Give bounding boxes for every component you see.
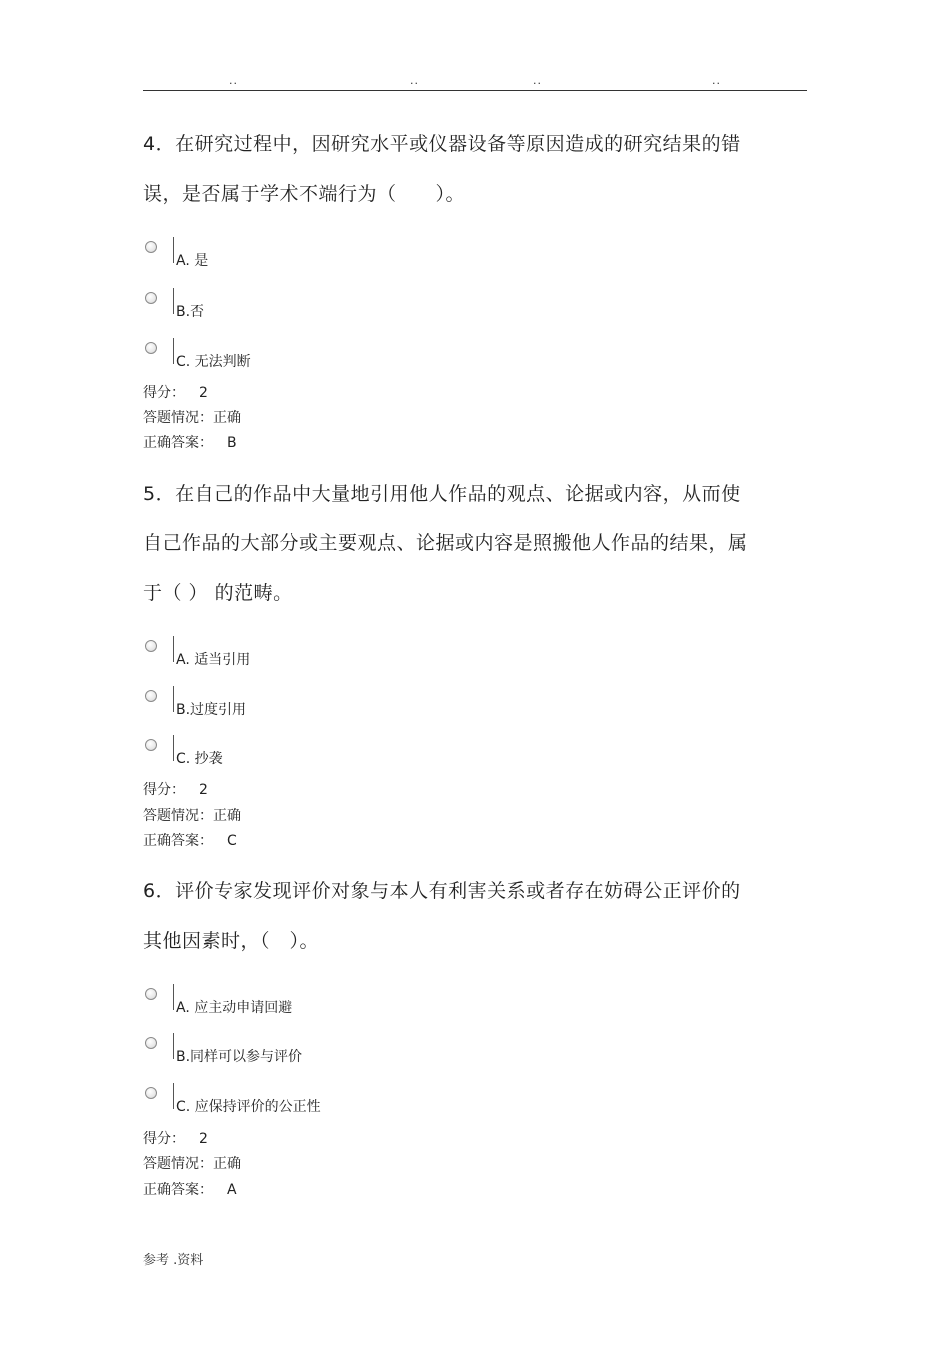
status-value: 正确 (213, 410, 241, 426)
option-label: C. 抄袭 (176, 751, 223, 767)
option-c[interactable] (145, 1087, 545, 1117)
radio-button[interactable] (145, 292, 157, 304)
answer-value: A (227, 1182, 237, 1198)
option-label: B.同样可以参与评价 (176, 1049, 303, 1065)
score-value: 2 (199, 385, 208, 401)
option-b[interactable] (145, 292, 545, 322)
status-row (143, 1153, 241, 1173)
answer-label: 正确答案： (143, 833, 213, 849)
score-label: 得分： (143, 385, 185, 401)
score-row (143, 1128, 208, 1148)
answer-label: 正确答案： (143, 435, 213, 451)
option-c[interactable] (145, 342, 545, 372)
question-text: 4．在研究过程中，因研究水平或仪器设备等原因造成的研究结果的错 (143, 133, 741, 155)
option-a[interactable] (145, 640, 545, 670)
question-text: 于（ ） 的范畴。 (143, 582, 293, 604)
option-label: A. 应主动申请回避 (176, 1000, 293, 1016)
option-label: A. 适当引用 (176, 652, 251, 668)
status-value: 正确 (213, 1156, 241, 1172)
answer-row (143, 432, 237, 452)
radio-button[interactable] (145, 690, 157, 702)
header-rule (143, 90, 807, 91)
header-dots: .. (410, 74, 419, 87)
option-label: B.否 (176, 304, 205, 320)
status-row (143, 805, 241, 825)
header-dots: .. (533, 74, 542, 87)
answer-value: B (227, 435, 237, 451)
option-label: C. 应保持评价的公正性 (176, 1099, 321, 1115)
radio-button[interactable] (145, 342, 157, 354)
question-text: 自己作品的大部分或主要观点、论据或内容是照搬他人作品的结果，属 (143, 532, 748, 554)
radio-button[interactable] (145, 640, 157, 652)
score-row (143, 779, 208, 799)
option-b[interactable] (145, 690, 545, 720)
footer-text: 参考 .资料 (143, 1253, 204, 1268)
option-label: C. 无法判断 (176, 354, 251, 370)
radio-button[interactable] (145, 241, 157, 253)
question-text: 其他因素时，（ ）。 (143, 930, 320, 952)
score-value: 2 (199, 782, 208, 798)
option-c[interactable] (145, 739, 545, 769)
answer-label: 正确答案： (143, 1182, 213, 1198)
option-b[interactable] (145, 1037, 545, 1067)
option-a[interactable] (145, 241, 545, 271)
score-label: 得分： (143, 1131, 185, 1147)
status-label: 答题情况： (143, 410, 213, 426)
option-a[interactable] (145, 988, 545, 1018)
option-label: A. 是 (176, 253, 209, 269)
header-dots: .. (229, 74, 238, 87)
radio-button[interactable] (145, 1037, 157, 1049)
score-row (143, 382, 208, 402)
status-label: 答题情况： (143, 1156, 213, 1172)
status-row (143, 407, 241, 427)
answer-value: C (227, 833, 237, 849)
radio-button[interactable] (145, 739, 157, 751)
status-label: 答题情况： (143, 808, 213, 824)
question-text: 5．在自己的作品中大量地引用他人作品的观点、论据或内容，从而使 (143, 483, 741, 505)
header-dots: .. (712, 74, 721, 87)
answer-row (143, 1179, 237, 1199)
radio-button[interactable] (145, 1087, 157, 1099)
score-label: 得分： (143, 782, 185, 798)
answer-row (143, 830, 237, 850)
question-text: 6．评价专家发现评价对象与本人有利害关系或者存在妨碍公正评价的 (143, 880, 741, 902)
radio-button[interactable] (145, 988, 157, 1000)
status-value: 正确 (213, 808, 241, 824)
option-label: B.过度引用 (176, 702, 247, 718)
question-text: 误，是否属于学术不端行为（ ）。 (143, 183, 466, 205)
score-value: 2 (199, 1131, 208, 1147)
